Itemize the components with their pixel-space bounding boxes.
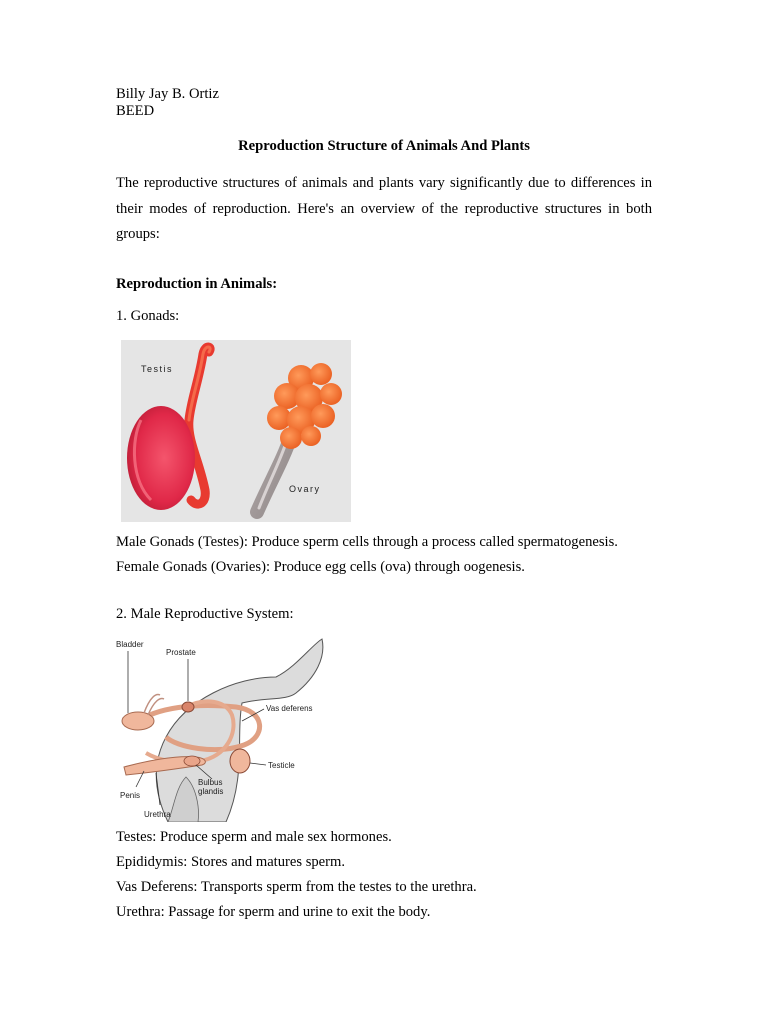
ovary-shape xyxy=(267,363,342,449)
author-name: Billy Jay B. Ortiz xyxy=(116,86,219,102)
male-line-testes: Testes: Produce sperm and male sex hormones. xyxy=(116,829,392,846)
urethra-label: Urethra xyxy=(144,810,171,820)
gonad-line-male: Male Gonads (Testes): Produce sperm cells through a process called spermatogenesis. xyxy=(116,533,618,550)
glandis-label: glandis xyxy=(198,787,224,797)
gonad-line-female: Female Gonads (Ovaries): Produce egg cells (ova) through oogenesis. xyxy=(116,558,525,575)
male-line-urethra: Urethra: Passage for sperm and urine to exit the body. xyxy=(116,904,431,921)
item-male-system: 2. Male Reproductive System: xyxy=(116,605,294,622)
prostate-shape xyxy=(182,702,194,712)
testicle-shape xyxy=(230,749,250,773)
section-heading-animals: Reproduction in Animals: xyxy=(116,275,278,292)
testicle-label: Testicle xyxy=(268,761,295,771)
document-title: Reproduction Structure of Animals And Plants xyxy=(238,138,530,154)
vas-deferens-label: Vas deferens xyxy=(266,704,313,714)
prostate-label: Prostate xyxy=(166,648,196,658)
male-line-vas-deferens: Vas Deferens: Transports sperm from the testes to the urethra. xyxy=(116,879,477,896)
author-program: BEED xyxy=(116,103,155,119)
bladder-shape xyxy=(122,712,154,730)
gonads-figure xyxy=(121,340,351,522)
testis-shape xyxy=(127,406,195,510)
testis-label: Testis xyxy=(141,363,174,374)
intro-paragraph: The reproductive structures of animals and plants vary significantly due to differences in their modes of reproduction. Here's an overview of the reproductive structures in both groups: xyxy=(116,175,652,242)
male-system-figure xyxy=(116,637,326,822)
document-page xyxy=(116,86,652,925)
male-line-epididymis: Epididymis: Stores and matures sperm. xyxy=(116,854,346,871)
bladder-label: Bladder xyxy=(116,640,144,650)
item-gonads: 1. Gonads: xyxy=(116,308,180,325)
penis-label: Penis xyxy=(120,791,141,801)
bulbus-label: Bulbus xyxy=(198,778,223,788)
ovary-label: Ovary xyxy=(289,483,321,494)
